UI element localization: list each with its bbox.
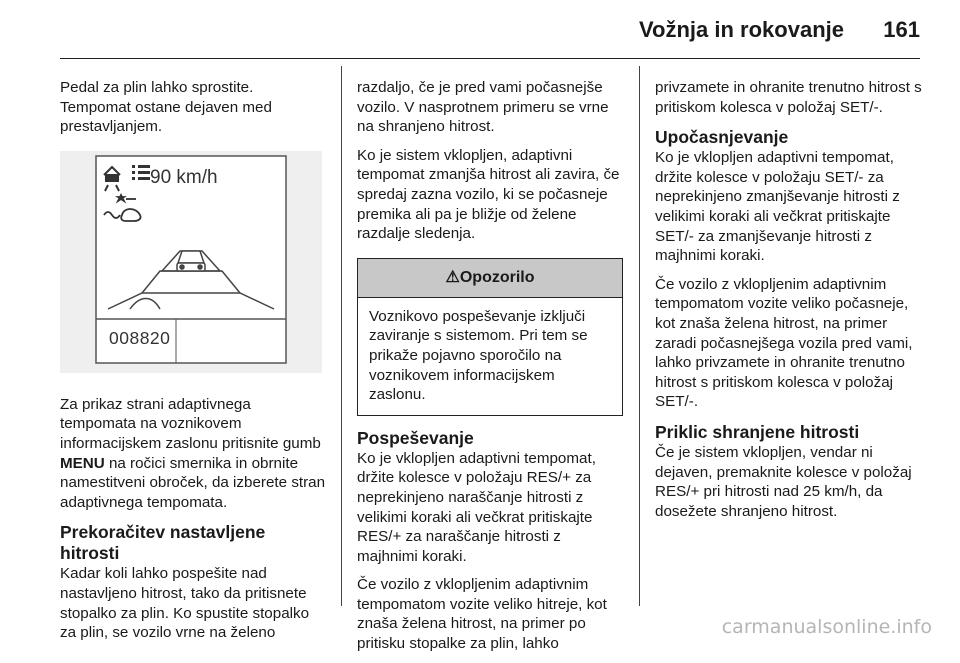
- warning-icon: ⚠: [445, 268, 460, 286]
- paragraph: privzamete in ohranite trenutno hitrost s pritiskom kolesca v položaj SET/-.: [655, 79, 922, 116]
- distance-bars-icon: [132, 165, 150, 180]
- warning-header: [358, 259, 622, 298]
- section-title: Vožnja in rokovanje: [639, 17, 844, 42]
- watermark: carmanualsonline.info: [721, 616, 932, 638]
- paragraph: Če vozilo z vklopljenim adaptivnim tempomatom vozite veliko počasneje, kot znaša želena hitrost, na primer zaradi počasnejšega vozila pred vami, lahko privzamete in ohranite trenutno hitrost s pritiskom kolesca v položaj SET/-.: [655, 275, 913, 411]
- column-divider: [341, 66, 342, 606]
- paragraph: Če vozilo z vklopljenim adaptivnim tempomatom vozite veliko hitreje, kot znaša želena hitrost, na primer po pritisku stopalke za plin, lahko: [357, 576, 607, 653]
- paragraph: razdaljo, če je pred vami počasnejše vozilo. V nasprotnem primeru se vrne na shranjeno hitrost.: [357, 79, 609, 136]
- paragraph: [60, 395, 328, 513]
- paragraph: Ko je vklopljen adaptivni tempomat, držite kolesce v položaju RES/+ za neprekinjeno naraščanje hitrosti z velikimi koraki ali večkrat pritiskajte RES/+ za naraščanje hitrosti z majhnimi koraki.: [357, 449, 596, 565]
- cruise-control-display-illustration: [60, 151, 322, 373]
- warning-title: Opozorilo: [459, 268, 535, 286]
- warning-text: Voznikovo pospeševanje izključi zaviranje s sistemom. Pri tem se prikaže pojavno sporočilo na voznikovem informacijskem zaslonu.: [369, 307, 588, 404]
- section-heading: Prekoračitev nastavljene hitrosti: [60, 522, 266, 564]
- section-heading: Upočasnjevanje: [655, 127, 789, 148]
- paragraph: Ko je vklopljen adaptivni tempomat, držite kolesce v položaju SET/- za neprekinjeno zmanjševanje hitrosti z velikimi koraki ali večkrat pritiskajte SET/- za zmanjševanje hitrosti z majhnimi koraki.: [655, 149, 900, 265]
- paragraph: Ko je sistem vklopljen, adaptivni tempomat zmanjša hitrost ali zavira, če spredaj zazna vozilo, ki se počasneje premika ali pa je bližje od želene razdalje sledenja.: [357, 146, 620, 243]
- column-3: [655, 78, 925, 530]
- warning-box: [357, 258, 623, 416]
- menu-key-label: MENU: [60, 454, 105, 472]
- page-number: 161: [883, 17, 920, 42]
- text-span: Za prikaz strani adaptivnega tempomata na voznikovem informacijskem zaslonu pritisnite gumb: [60, 395, 321, 452]
- odometer-readout: 008820: [109, 327, 171, 348]
- column-divider: [639, 66, 640, 606]
- column-2: [357, 78, 625, 663]
- page-header: [60, 0, 920, 59]
- paragraph: Če je sistem vklopljen, vendar ni dejaven, premaknite kolesce v položaj RES/+ pri hitrosti nad 25 km/h, da dosežete shranjeno hitrost.: [655, 443, 912, 520]
- paragraph: Kadar koli lahko pospešite nad nastavljeno hitrost, tako da pritisnete stopalko za plin. Ko spustite stopalko za plin, se vozilo vrne na želeno: [60, 565, 310, 642]
- paragraph: Pedal za plin lahko sprostite. Tempomat ostane dejaven med prestavljanjem.: [60, 79, 272, 136]
- section-heading: Pospeševanje: [357, 427, 474, 448]
- column-1: [60, 78, 328, 652]
- text-span: na ročici smernika in obrnite namestitveni obroček, da izberete stran adaptivnega tempomata.: [60, 454, 326, 511]
- set-speed-readout: 90 km/h: [150, 166, 218, 188]
- section-heading: Priklic shranjene hitrosti: [655, 421, 860, 442]
- car-ahead-icon: [177, 251, 205, 271]
